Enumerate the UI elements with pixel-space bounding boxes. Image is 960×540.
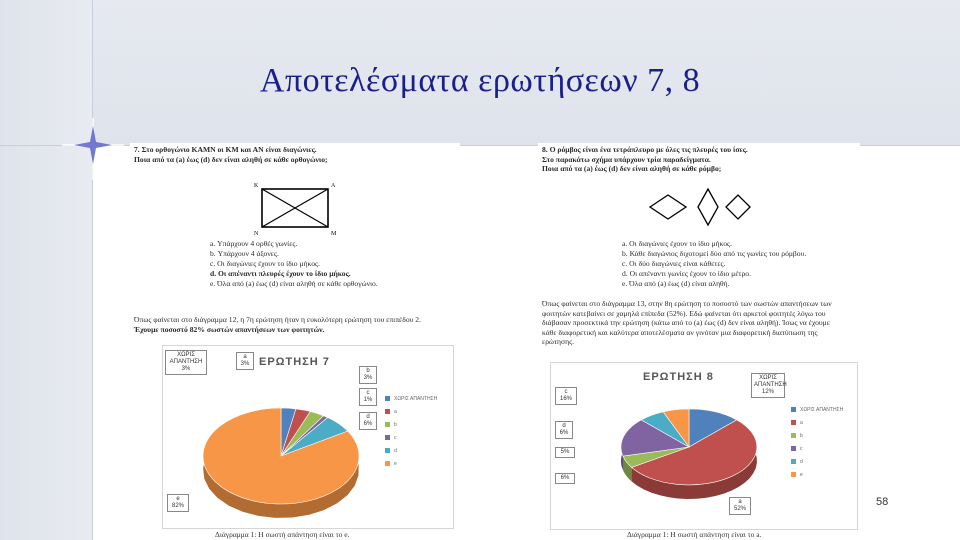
legend-label: c	[800, 445, 803, 452]
question-7-options	[210, 239, 378, 289]
legend-label: e	[394, 460, 397, 467]
question-8-text	[542, 145, 748, 174]
question-8-line: Στο παρακάτω σχήμα υπάρχουν τρία παραδείγματα.	[542, 154, 711, 164]
chart-8-caption: Διάγραμμα 1: Η σωστή απάντηση είναι το a.	[627, 530, 762, 539]
data-label-no-answer: ΧΩΡΙΣ ΑΠΑΝΤΗΣΗ 12%	[751, 373, 785, 398]
question-7-line: Ποια από τα (a) έως (d) δεν είναι αληθή σε κάθε ορθογώνιο;	[134, 154, 328, 164]
chart-question-7	[162, 345, 454, 529]
chart-legend	[791, 403, 843, 481]
option-b: b. Υπάρχουν 4 άξονες.	[210, 249, 279, 258]
question-7-line: 7. Στο ορθογώνιο ΚΑΜΝ οι ΚΜ και ΑΝ είναι διαγώνιες.	[134, 145, 317, 154]
analysis-line: ερώτησης.	[542, 337, 574, 347]
vertex-label: K	[254, 183, 259, 189]
option-e: e. Όλα από (a) έως (d) είναι αληθή.	[622, 279, 730, 288]
legend-item	[791, 468, 843, 481]
question-8-options	[622, 239, 806, 289]
legend-item	[791, 403, 843, 416]
legend-item	[385, 418, 437, 431]
data-label-c: c 1%	[359, 388, 377, 406]
legend-label: d	[800, 458, 803, 465]
legend-item	[385, 431, 437, 444]
option-a: a. Οι διαγώνιες έχουν το ίδιο μήκος.	[622, 239, 732, 248]
option-c: c. Οι δύο διαγώνιες είναι κάθετες.	[622, 259, 726, 268]
chart-title: ΕΡΩΤΗΣΗ 7	[259, 356, 330, 368]
data-label-e: 6%	[555, 473, 575, 484]
legend-item	[791, 429, 843, 442]
option-d: d. Οι απέναντι γωνίες έχουν το ίδιο μέτρο.	[622, 269, 751, 278]
analysis-line: Όπως φαίνεται στο διάγραμμα 12, η 7η ερώτηση ήταν η ευκολότερη ερώτηση του επιπέδου 2.	[134, 315, 421, 324]
sparkle-icon	[62, 118, 124, 180]
vertex-label: A	[331, 183, 336, 189]
question-7-text	[134, 145, 328, 164]
question-8-block	[538, 143, 860, 358]
question-7-analysis	[134, 315, 421, 334]
option-b: b. Κάθε διαγώνιος διχοτομεί δύο από τις γωνίες του ρόμβου.	[622, 249, 807, 258]
analysis-line: Όπως φαίνεται στο διάγραμμα 13, στην 8η ερώτηση το ποσοστό των σωστών απαντήσεων των	[542, 299, 832, 308]
question-8-analysis	[542, 299, 832, 347]
question-8-line: Ποια από τα (a) έως (d) δεν είναι αληθή σε κάθε ρόμβο;	[542, 164, 722, 174]
data-label-d: d 6%	[359, 412, 377, 430]
rectangle-diagram	[252, 179, 342, 237]
page-number: 58	[876, 496, 889, 508]
legend-label: b	[394, 421, 397, 428]
chart-legend	[385, 392, 437, 470]
legend-label: ΧΩΡΙΣ ΑΠΑΝΤΗΣΗ	[800, 406, 844, 413]
question-8-line: 8. Ο ρόμβος είναι ένα τετράπλευρο με όλες τις πλευρές του ίσες.	[542, 145, 748, 154]
analysis-line: Έχουμε ποσοστό 82% σωστών απαντήσεων των φοιτητών.	[134, 324, 325, 334]
chart-7-caption: Διάγραμμα 1: Η σωστή απάντηση είναι το e.	[215, 530, 350, 539]
analysis-line: κάθε διαφορετική και καλύτερα αποτελέσματα αν γινόταν μια διαφορετική διατύπωση της	[542, 327, 818, 337]
option-e: e. Όλα από (a) έως (d) είναι αληθή σε κάθε ορθογώνιο.	[210, 279, 378, 288]
slide-title: Αποτελέσματα ερωτήσεων 7, 8	[259, 62, 701, 99]
option-c: c. Οι διαγώνιες έχουν το ίδιο μήκος.	[210, 259, 320, 268]
question-7-block	[130, 143, 460, 338]
data-label-b: 5%	[555, 447, 575, 458]
legend-label: a	[394, 408, 397, 415]
legend-item	[385, 392, 437, 405]
vertex-label: M	[331, 231, 337, 237]
data-label-no-answer: ΧΩΡΙΣ ΑΠΑΝΤΗΣΗ 3%	[165, 350, 207, 375]
analysis-line: διάβασαν προσεκτικά την ερώτηση (κάτω από το (a) έως (d) δεν είναι αληθή). Ίσως να έχουμε	[542, 318, 830, 328]
data-label-b: b 3%	[359, 366, 377, 384]
data-label-c: c 16%	[555, 387, 577, 405]
data-label-d: d 6%	[555, 421, 573, 439]
vertex-label: N	[254, 231, 259, 237]
chart-question-8	[550, 362, 858, 530]
legend-label: e	[800, 471, 803, 478]
legend-item	[385, 405, 437, 418]
legend-item	[385, 444, 437, 457]
legend-label: b	[800, 432, 803, 439]
rhombus-diagram	[648, 187, 756, 227]
legend-item	[791, 416, 843, 429]
legend-label: d	[394, 447, 397, 454]
legend-item	[791, 442, 843, 455]
data-label-a: a 3%	[236, 352, 254, 370]
analysis-line: φοιτητών κατεβαίνει σε χαμηλά επίπεδα (52%). Εδώ φαίνεται ότι αρκετοί φοιτητές λόγω του	[542, 308, 826, 318]
data-label-a: a 52%	[729, 497, 751, 515]
legend-label: c	[394, 434, 397, 441]
option-a: a. Υπάρχουν 4 ορθές γωνίες.	[210, 239, 298, 248]
legend-label: ΧΩΡΙΣ ΑΠΑΝΤΗΣΗ	[394, 395, 438, 402]
legend-item	[385, 457, 437, 470]
legend-label: a	[800, 419, 803, 426]
option-d: d. Οι απέναντι πλευρές έχουν το ίδιο μήκος.	[210, 269, 351, 278]
chart-title: ΕΡΩΤΗΣΗ 8	[643, 371, 714, 383]
data-label-e: e 82%	[167, 494, 189, 512]
legend-item	[791, 455, 843, 468]
